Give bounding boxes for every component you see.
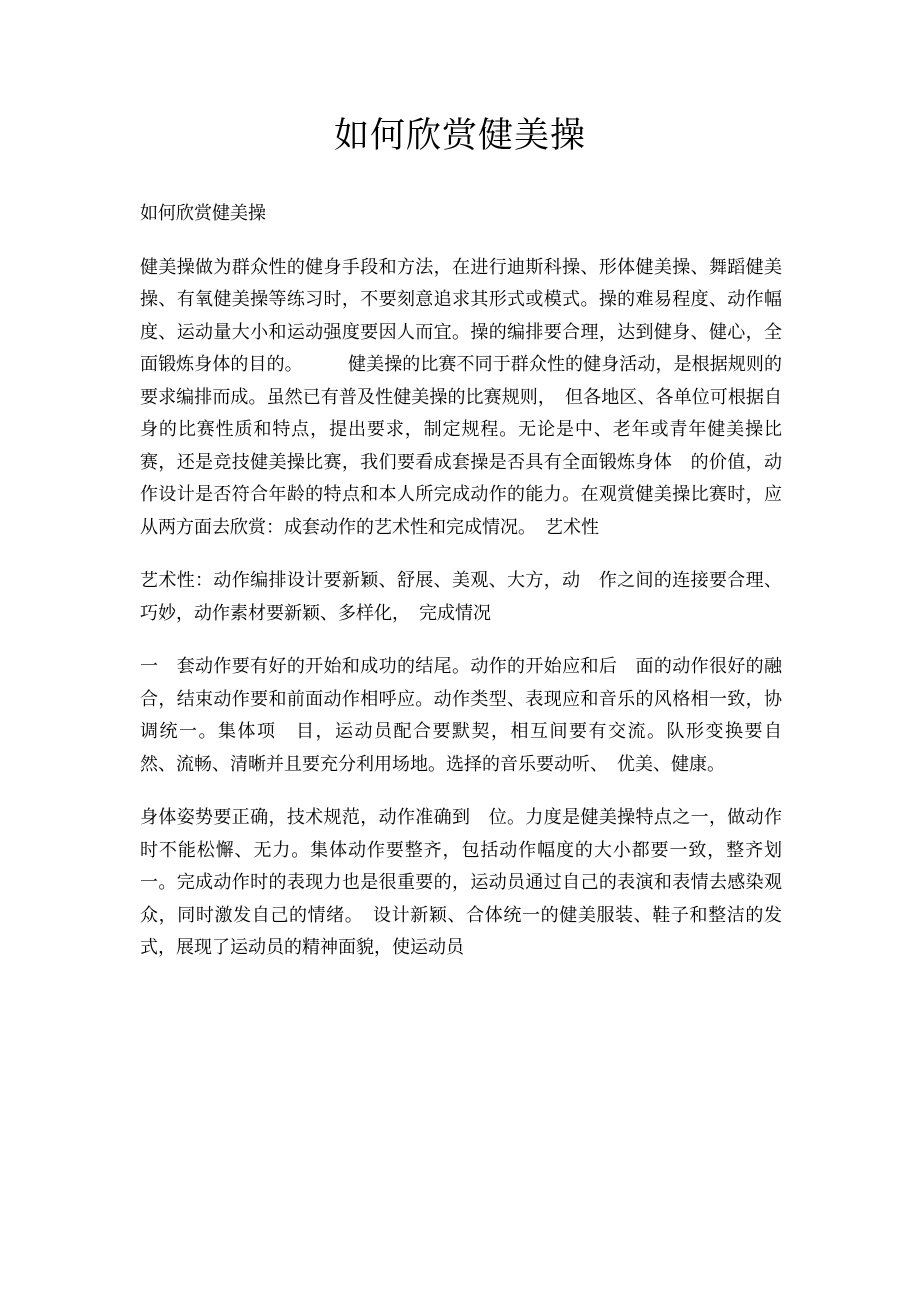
document-body	[140, 198, 800, 986]
document-title: 如何欣赏健美操	[333, 116, 586, 156]
paragraph-routine: 一 套动作要有好的开始和成功的结尾。动作的开始应和后 面的动作很好的融合，结束动作要和前面动作相呼应。动作类型、表现应和音乐的风格相一致，协调统一。集体项 目，运动员配合要默契，相互间要有交流。队形变换要自 然、流畅、清晰并且要充分利用场地。选择的音乐要动听、 优美、健康。	[140, 656, 800, 775]
paragraph-intro: 健美操做为群众性的健身手段和方法，在进行迪斯科操、形体健美操、舞蹈健美操、有氧健美操等练习时，不要刻意追求其形式或模式。操的难易程度、动作幅度、运动量大小和运动强度要因人而宜。操的编排要合理，达到健身、健心，全面锻炼身体的目的。 健美操的比赛不同于群众性的健身活动，是根据规则的要求编排而成。虽然已有普及性健美操的比赛规则， 但各地区、各单位可根据自身的比赛性质和特点，提出要求，制定规程。无论是中、老年或青年健美操比赛，还是竞技健美操比赛，我们要看成套操是否具有全面锻炼身体 的价值，动作设计是否符合年龄的特点和本人所完成动作的能力。在观赏健美操比赛时，应从两方面去欣赏：成套动作的艺术性和完成情况。 艺术性	[140, 256, 782, 538]
document-subtitle: 如何欣赏健美操	[140, 203, 266, 224]
paragraph-posture: 身体姿势要正确，技术规范，动作准确到 位。力度是健美操特点之一，做动作时不能松懈、无力。集体动作要整齐，包括动作幅度的大小都要一致，整齐划 一。完成动作时的表现力也是很重要的，运动员通过自己的表演和表情去感染观众，同时激发自己的情绪。 设计新颖、合体统一的健美服装、鞋子和整洁的发式，展现了运动员的精神面貌，使运动员	[140, 807, 800, 958]
paragraph-artistry: 艺术性：动作编排设计要新颖、舒展、美观、大方，动 作之间的连接要合理、巧妙，动作素材要新颖、多样化， 完成情况	[140, 570, 782, 624]
